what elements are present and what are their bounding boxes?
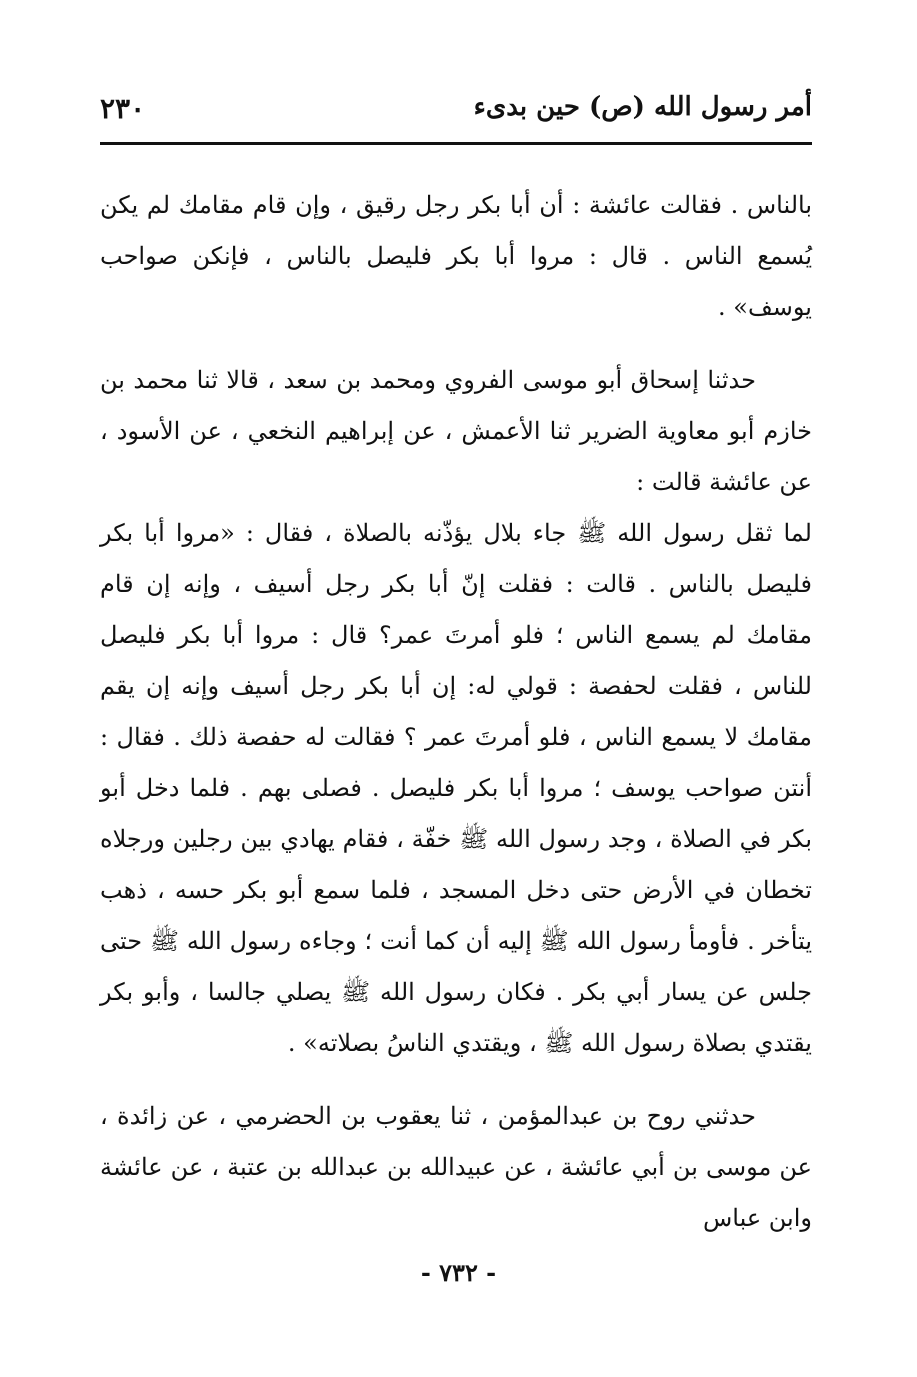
running-header-page-number: ٢٣٠ bbox=[100, 92, 146, 125]
paragraph-isnad-2: حدثني روح بن عبدالمؤمن ، ثنا يعقوب بن الحضرمي ، عن زائدة ، عن موسى بن أبي عائشة ، عن عبيدالله بن عبدالله بن عتبة ، عن عائشة وابن عباس bbox=[100, 1102, 812, 1232]
page-footer-number: - ٧٣٢ - bbox=[420, 1258, 497, 1287]
main-text bbox=[100, 180, 812, 1244]
running-header-title: أمر رسول الله (ص) حين بدىء bbox=[473, 92, 812, 122]
running-header bbox=[100, 86, 812, 138]
header-divider bbox=[100, 142, 812, 145]
paragraph-continuation: بالناس . فقالت عائشة : أن أبا بكر رجل رقيق ، وإن قام مقامك لم يكن يُسمع الناس . قال : مروا أبا بكر فليصل بالناس ، فإنكن صواحب يوسف» . bbox=[100, 191, 812, 321]
paragraph-hadith-text: لما ثقل رسول الله ﷺ جاء بلال يؤذّنه بالصلاة ، فقال : «مروا أبا بكر فليصل بالناس . قالت : فقلت إنّ أبا بكر رجل أسيف ، وإنه إن قام مقامك لم يسمع الناس ؛ فلو أمرتَ عمر؟ قال : مروا أبا بكر فليصل للناس ، فقلت لحفصة : قولي له: إن أبا بكر رجل أسيف وإنه إن يقم مقامك لا يسمع الناس ، فلو أمرتَ عمر ؟ فقالت له حفصة ذلك . فقال : أنتن صواحب يوسف ؛ مروا أبا بكر فليصل . فصلى بهم . فلما دخل أبو بكر في الصلاة ، وجد رسول الله ﷺ خفّة ، فقام يهادي بين رجلين ورجلاه تخطان في الأرض حتى دخل المسجد ، فلما سمع أبو بكر حسه ، ذهب يتأخر . فأومأ رسول الله ﷺ إليه أن كما أنت ؛ وجاءه رسول الله ﷺ حتى جلس عن يسار أبي بكر . فكان رسول الله ﷺ يصلي جالسا ، وأبو بكر يقتدي بصلاة رسول الله ﷺ ، ويقتدي الناسُ بصلاته» . bbox=[100, 519, 812, 1057]
paragraph-isnad-1: حدثنا إسحاق أبو موسى الفروي ومحمد بن سعد ، قالا ثنا محمد بن خازم أبو معاوية الضرير ثنا الأعمش ، عن إبراهيم النخعي ، عن الأسود ، عن عائشة قالت : bbox=[100, 366, 812, 496]
